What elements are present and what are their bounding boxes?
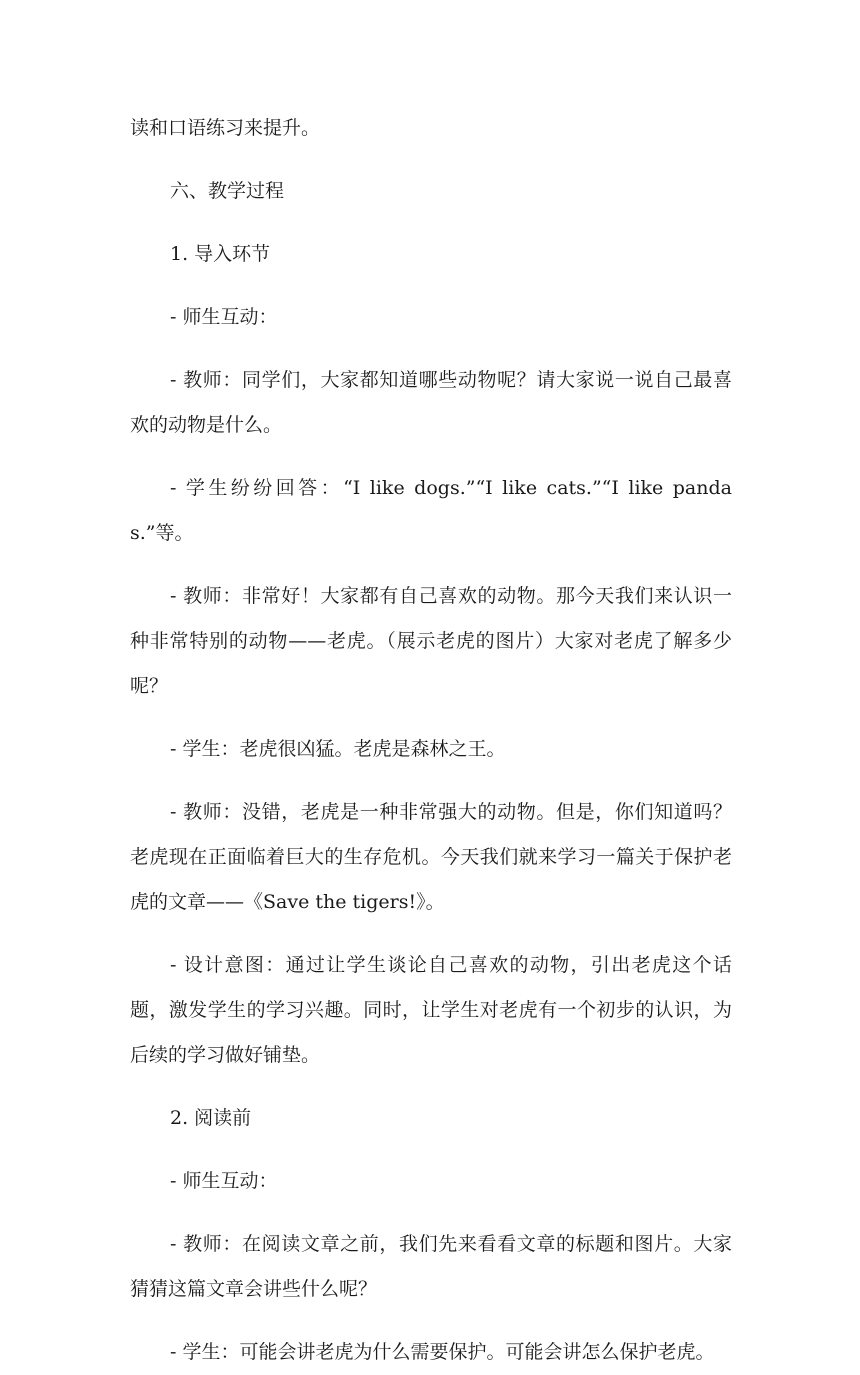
bullet-teacher-question: - 教师：同学们，大家都知道哪些动物呢？请大家说一说自己最喜欢的动物是什么。 <box>130 369 732 436</box>
bullet-design-intent: - 设计意图：通过让学生谈论自己喜欢的动物，引出老虎这个话题，激发学生的学习兴趣。同时，让学生对老虎有一个初步的认识，为后续的学习做好铺垫。 <box>130 954 732 1066</box>
subheading-pre-reading: 2. 阅读前 <box>170 1107 252 1129</box>
bullet-interaction-2: - 师生互动： <box>170 1170 278 1192</box>
bullet-student-predict: - 学生：可能会讲老虎为什么需要保护。可能会讲怎么保护老虎。 <box>170 1341 715 1363</box>
bullet-teacher-predict: - 教师：在阅读文章之前，我们先来看看文章的标题和图片。大家猜猜这篇文章会讲些什么呢？ <box>130 1233 732 1300</box>
paragraph-continuation: 读和口语练习来提升。 <box>130 117 321 139</box>
bullet-student-answers: - 学生纷纷回答：“I like dogs.”“I like cats.”“I like pandas.”等。 <box>130 477 732 544</box>
bullet-teacher-tiger: - 教师：非常好！大家都有自己喜欢的动物。那今天我们来认识一种非常特别的动物——老虎。（展示老虎的图片）大家对老虎了解多少呢？ <box>130 585 732 697</box>
subheading-introduction: 1. 导入环节 <box>170 243 271 265</box>
section-heading-teaching-process: 六、教学过程 <box>170 180 285 202</box>
bullet-interaction: - 师生互动： <box>170 306 278 328</box>
bullet-student-tiger: - 学生：老虎很凶猛。老虎是森林之王。 <box>170 738 506 760</box>
bullet-teacher-article: - 教师：没错，老虎是一种非常强大的动物。但是，你们知道吗？老虎现在正面临着巨大的生存危机。今天我们就来学习一篇关于保护老虎的文章——《Save the tigers!》。 <box>130 801 732 913</box>
document-page <box>130 106 732 1375</box>
